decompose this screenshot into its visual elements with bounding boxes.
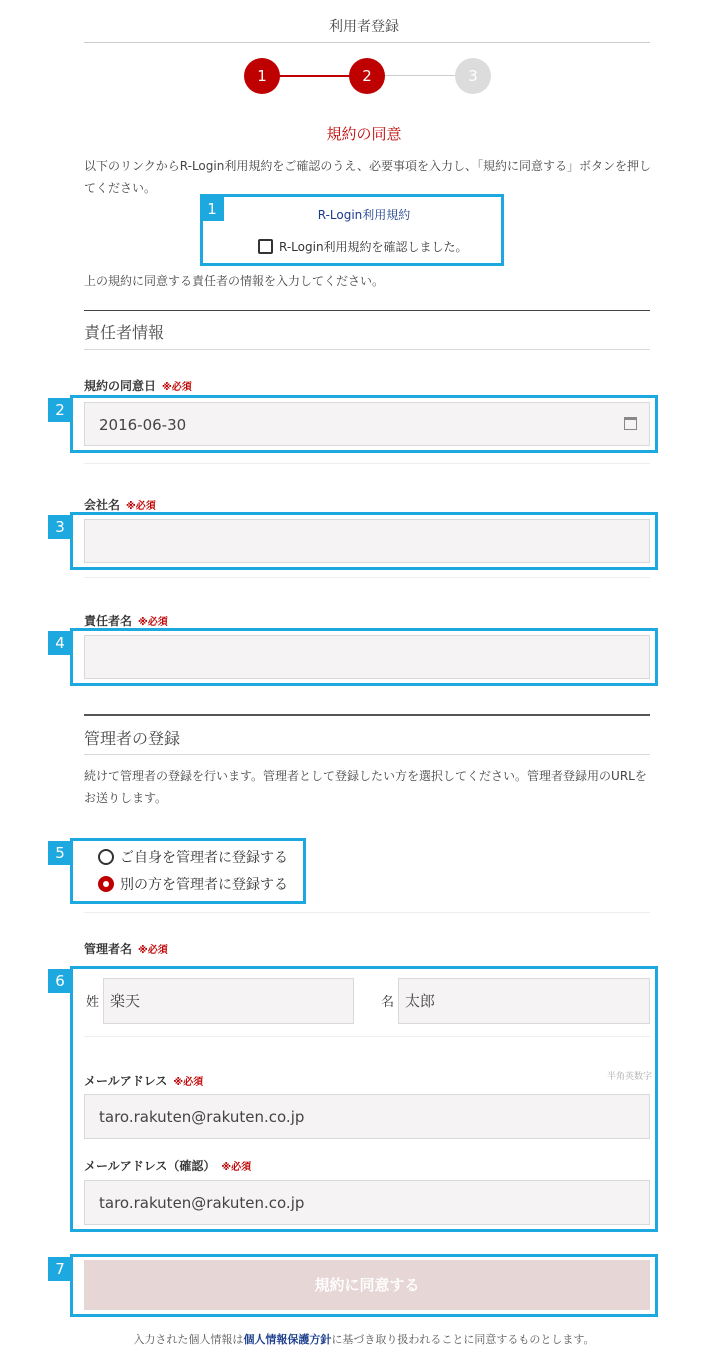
admin-name-label: 管理者名 ※必須 [84, 942, 168, 956]
admin-section-title: 管理者の登録 [84, 729, 181, 748]
annotation-badge-2: 2 [48, 398, 72, 422]
highlight-box-4 [70, 628, 658, 686]
email-label: メールアドレス ※必須 [84, 1074, 204, 1088]
page-title: 利用者登録 [329, 19, 399, 35]
admin-top-divider [84, 714, 650, 716]
highlight-box-6 [70, 966, 658, 1232]
divider-company [84, 577, 650, 578]
agree-submit-button[interactable]: 規約に同意する [84, 1260, 650, 1310]
email-confirm-label: メールアドレス（確認） ※必須 [84, 1159, 252, 1173]
responsible-top-divider [84, 310, 650, 311]
email-confirm-input[interactable]: taro.rakuten@rakuten.co.jp [84, 1180, 650, 1225]
required-mark: ※必須 [173, 1077, 204, 1088]
highlight-box-7 [70, 1254, 658, 1317]
step-1: 1 [244, 58, 280, 94]
annotation-badge-5: 5 [48, 841, 72, 865]
privacy-footer: 入力された個人情報は個人情報保護方針に基づき取り扱われることに同意するものとします。 [133, 1333, 595, 1346]
responsible-intro: 上の規約に同意する責任者の情報を入力してください。 [84, 274, 385, 288]
admin-divider [84, 754, 650, 755]
annotation-badge-6: 6 [48, 969, 72, 993]
annotation-badge-3: 3 [48, 515, 72, 539]
highlight-box-2 [70, 395, 658, 453]
required-mark: ※必須 [126, 501, 156, 512]
radio-self-label: ご自身を管理者に登録する [120, 850, 288, 866]
agree-date-label: 規約の同意日 ※必須 [84, 379, 192, 393]
divider-radio [84, 912, 650, 913]
header-divider [84, 42, 650, 43]
intro-text: 以下のリンクからR-Login利用規約をご確認のうえ、必要事項を入力し、「規約に同意する」ボタンを押してください。 [84, 159, 652, 195]
last-name-label: 姓 [86, 995, 100, 1010]
section-title: 規約の同意 [326, 125, 402, 143]
annotation-badge-4: 4 [48, 631, 72, 655]
highlight-box-5 [70, 838, 306, 904]
divider-agree [84, 463, 650, 464]
privacy-policy-link[interactable]: 個人情報保護方針 [243, 1333, 332, 1346]
required-mark: ※必須 [138, 945, 168, 956]
annotation-badge-1: 1 [200, 197, 224, 221]
email-hint: 半角英数字 [606, 1072, 652, 1082]
company-label: 会社名 ※必須 [84, 498, 156, 512]
first-name-input[interactable]: 太郎 [398, 978, 650, 1024]
first-name-label: 名 [381, 995, 395, 1010]
terms-link[interactable]: R-Login利用規約 [317, 208, 411, 222]
highlight-box-1 [200, 194, 504, 266]
highlight-box-3 [70, 512, 658, 570]
required-mark: ※必須 [221, 1162, 252, 1173]
radio-other-label: 別の方を管理者に登録する [120, 877, 288, 893]
admin-intro: 続けて管理者の登録を行います。管理者として登録したい方を選択してください。管理者登録用のURLをお送りします。 [84, 769, 647, 805]
agree-date-value: 2016-06-30 [99, 416, 187, 434]
email-input[interactable]: taro.rakuten@rakuten.co.jp [84, 1094, 650, 1139]
responsible-divider [84, 349, 650, 350]
step-2: 2 [349, 58, 385, 94]
annotation-badge-7: 7 [48, 1257, 72, 1281]
last-name-input[interactable]: 楽天 [103, 978, 354, 1024]
required-mark: ※必須 [162, 382, 192, 393]
responsible-name-label: 責任者名 ※必須 [84, 614, 168, 628]
required-mark: ※必須 [138, 617, 168, 628]
responsible-section-title: 責任者情報 [84, 323, 165, 342]
terms-checkbox-label: R-Login利用規約を確認しました。 [279, 240, 468, 254]
step-3: 3 [455, 58, 491, 94]
